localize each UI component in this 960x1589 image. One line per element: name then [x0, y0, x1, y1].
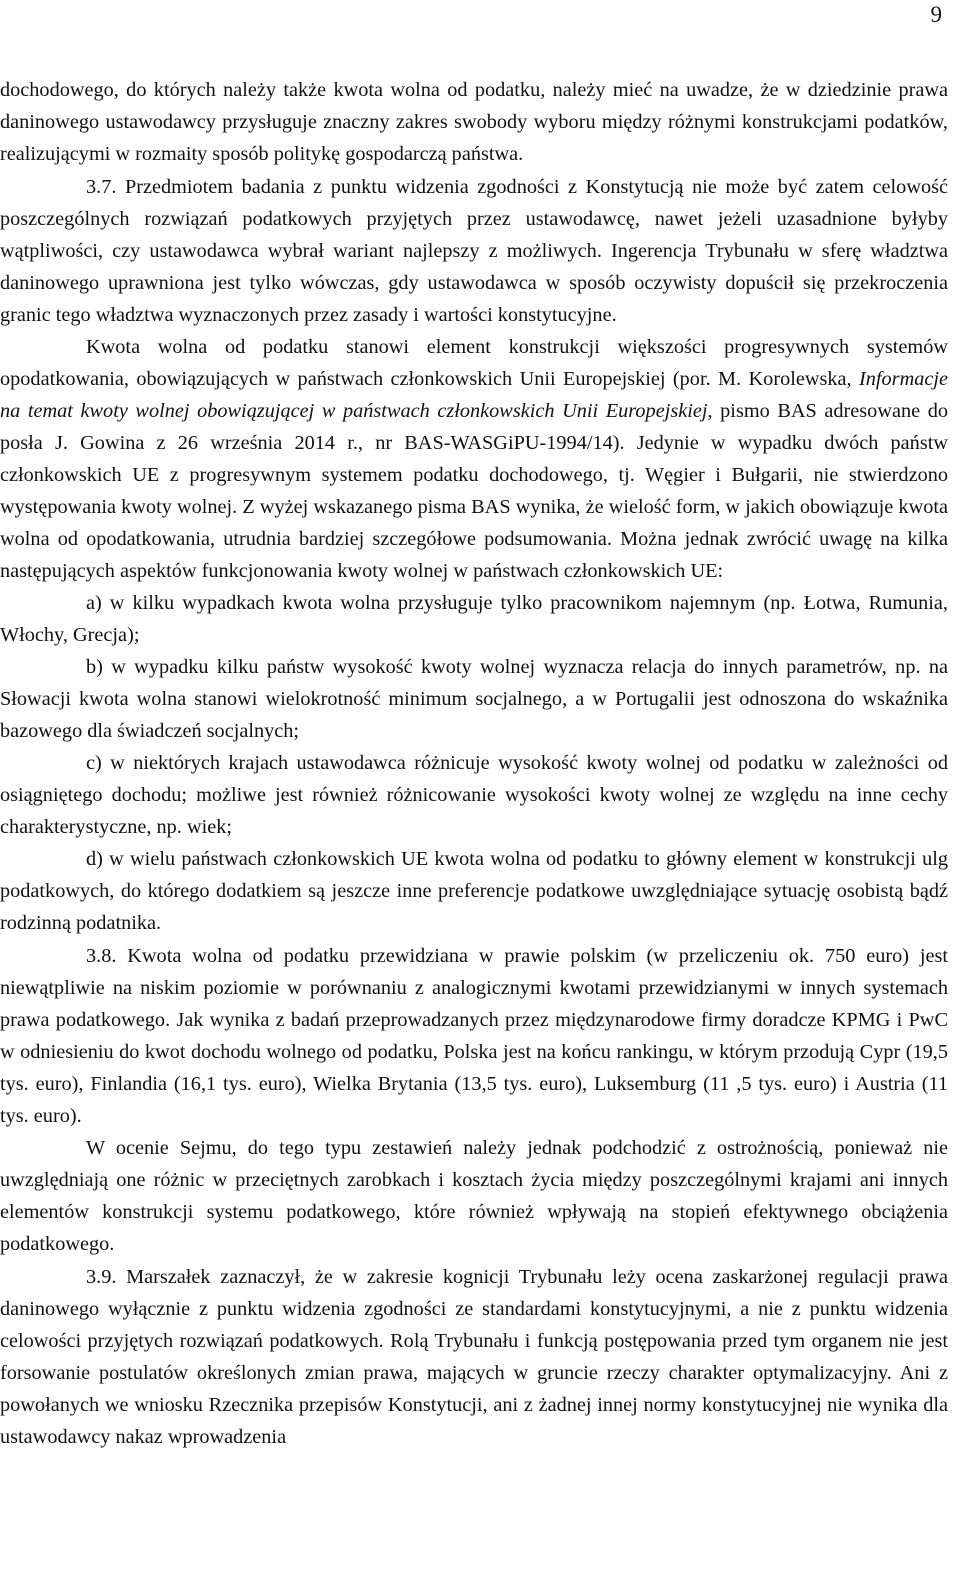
- paragraph-3-9: 3.9. Marszałek zaznaczył, że w zakresie kognicji Trybunału leży ocena zaskarżonej regulacji prawa daninowego wyłącznie z punktu widzenia zgodności ze standardami konstytucyjnymi, a nie z punktu widzenia celowości przyjętych rozwiązań podatkowych. Rolą Trybunału i funkcją postępowania przed tym organem nie jest forsowanie postulatów określonych zmian prawa, mających w gruncie rzeczy charakter optymalizacyjny. Ani z powołanych we wniosku Rzecznika przepisów Konstytucji, ani z żadnej innej normy konstytucyjnej nie wynika dla ustawodawcy nakaz wprowadzenia: [0, 1266, 948, 1448]
- list-item-a: a) w kilku wypadkach kwota wolna przysługuje tylko pracownikom najemnym (np. Łotwa, Rumunia, Włochy, Grecja);: [0, 592, 948, 646]
- paragraph-3-7: 3.7. Przedmiotem badania z punktu widzenia zgodności z Konstytucją nie może być zatem celowość poszczególnych rozwiązań podatkowych przyjętych przez ustawodawcę, nawet jeżeli uzasadnione byłyby wątpliwości, czy ustawodawca wybrał wariant najlepszy z możliwych. Ingerencja Trybunału w sferę władztwa daninowego uprawniona jest tylko wówczas, gdy ustawodawca w sposób oczywisty dopuścił się przekroczenia granic tego władztwa wyznaczonych przez zasady i wartości konstytucyjne.: [0, 176, 948, 326]
- list-item-b: b) w wypadku kilku państw wysokość kwoty wolnej wyznacza relacja do innych parametrów, np. na Słowacji kwota wolna stanowi wielokrotność minimum socjalnego, a w Portugalii jest odnoszona do wskaźnika bazowego dla świadczeń socjalnych;: [0, 656, 948, 742]
- paragraph-kwota-wolna-text-after-citation: , pismo BAS adresowane do posła J. Gowina z 26 września 2014 r., nr BAS-WASGiPU-1994/14). Jedynie w wypadku dwóch państw członkowskich UE z progresywnym systemem podatku dochodowego, tj. Węgier i Bułgarii, nie stwierdzono występowania kwoty wolnej. Z wyżej wskazanego pisma BAS wynika, że wielość form, w jakich obowiązuje kwota wolna od opodatkowania, utrudnia bardziej szczegółowe podsumowania. Można jednak zwrócić uwagę na kilka następujących aspektów funkcjonowania kwoty wolnej w państwach członkowskich UE:: [0, 400, 948, 582]
- paragraph-kwota-wolna-text-before-citation: Kwota wolna od podatku stanowi element konstrukcji większości progresywnych systemów opodatkowania, obowiązujących w państwach członkowskich Unii Europejskiej (por. M. Korolewska,: [0, 336, 948, 390]
- paragraph-kwota-wolna: [0, 331, 948, 587]
- document-body: [0, 74, 948, 1453]
- paragraph-ocena-sejmu: W ocenie Sejmu, do tego typu zestawień należy jednak podchodzić z ostrożnością, ponieważ nie uwzględniają one różnic w przeciętnych zarobkach i kosztach życia między poszczególnymi krajami ani innych elementów konstrukcji systemu podatkowego, które również wpływają na stopień efektywnego obciążenia podatkowego.: [0, 1137, 948, 1255]
- list-item-c: c) w niektórych krajach ustawodawca różnicuje wysokość kwoty wolnej od podatku w zależności od osiągniętego dochodu; możliwe jest również różnicowanie wysokości kwoty wolnej ze względu na inne cechy charakterystyczne, np. wiek;: [0, 752, 948, 838]
- paragraph-continuation: dochodowego, do których należy także kwota wolna od podatku, należy mieć na uwadze, że w dziedzinie prawa daninowego ustawodawcy przysługuje znaczny zakres swobody wyboru między różnymi konstrukcjami podatków, realizującymi w rozmaity sposób politykę gospodarczą państwa.: [0, 79, 948, 165]
- list-item-d: d) w wielu państwach członkowskich UE kwota wolna od podatku to główny element w konstrukcji ulg podatkowych, do którego dodatkiem są jeszcze inne preferencje podatkowe uwzględniające sytuację osobistą bądź rodzinną podatnika.: [0, 848, 948, 934]
- paragraph-3-8: 3.8. Kwota wolna od podatku przewidziana w prawie polskim (w przeliczeniu ok. 750 euro) jest niewątpliwie na niskim poziomie w porównaniu z analogicznymi kwotami przewidzianymi w innych systemach prawa podatkowego. Jak wynika z badań przeprowadzanych przez międzynarodowe firmy doradcze KPMG i PwC w odniesieniu do kwot dochodu wolnego od podatku, Polska jest na końcu rankingu, w którym przodują Cypr (19,5 tys. euro), Finlandia (16,1 tys. euro), Wielka Brytania (13,5 tys. euro), Luksemburg (11 ,5 tys. euro) i Austria (11 tys. euro).: [0, 945, 948, 1127]
- citation-title: Informacje na temat kwoty wolnej obowiązującej w państwach członkowskich Unii Europejskiej: [0, 368, 948, 422]
- page-number: 9: [930, 2, 942, 27]
